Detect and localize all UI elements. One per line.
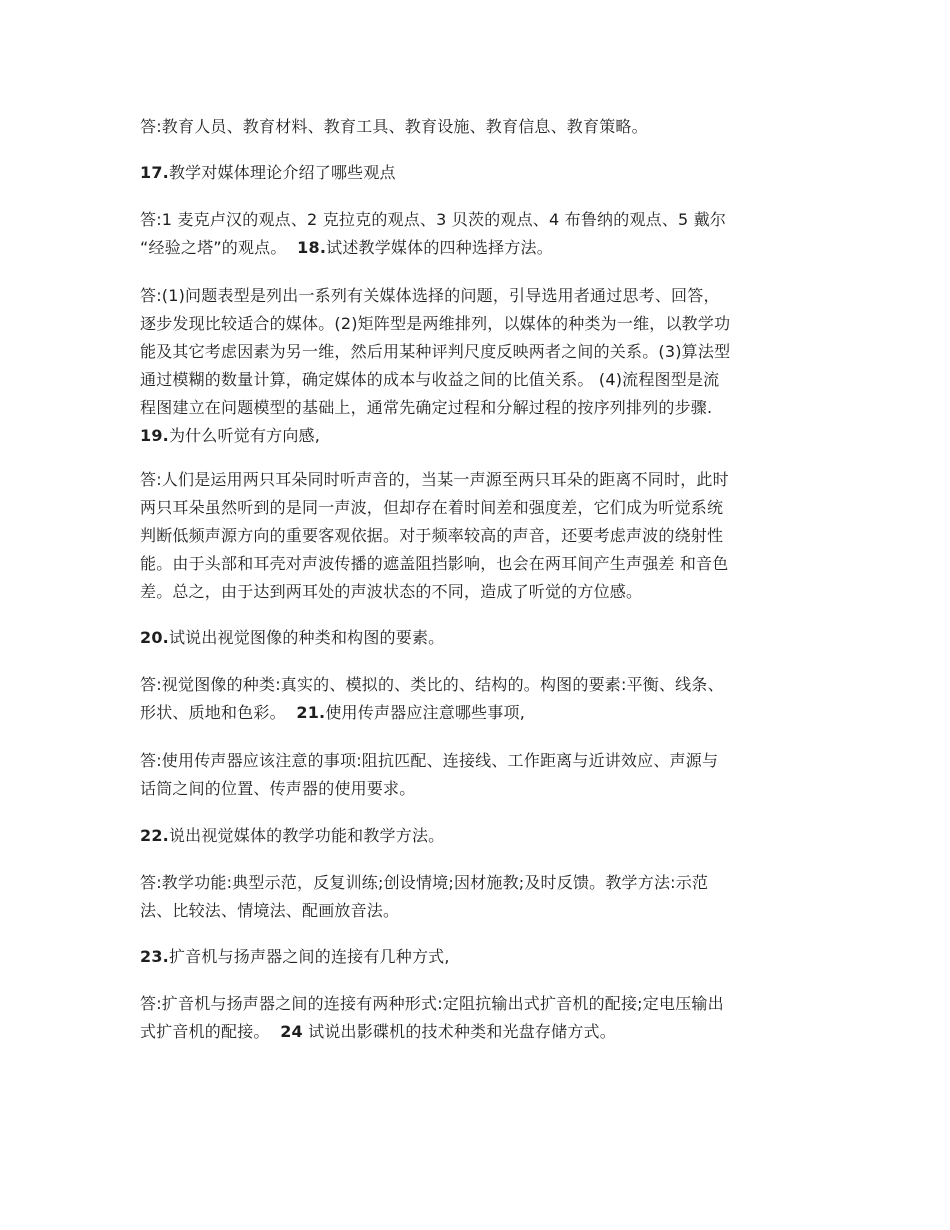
answer-22 (140, 869, 810, 925)
question-text: 试说出视觉图像的种类和构图的要素。 (168, 628, 445, 647)
question-text: 教学对媒体理论介绍了哪些观点 (168, 163, 396, 182)
answer-23 (140, 990, 810, 1046)
question-text: 扩音机与扬声器之间的连接有几种方式, (168, 947, 450, 966)
answer-line: 差。总之，由于达到两耳处的声波状态的不同，造成了听觉的方位感。 (140, 582, 643, 601)
answer-20 (140, 671, 810, 727)
question-number: 21. (296, 703, 326, 722)
answer-line: 逐步发现比较适合的媒体。(2)矩阵型是两维排列，以媒体的种类为一维，以教学功 (140, 314, 731, 333)
question-number: 22. (140, 826, 169, 845)
answer-line: “经验之塔”的观点。 (140, 238, 287, 257)
answer-line: 形状、质地和色彩。 (140, 703, 286, 722)
answer-21 (140, 747, 810, 803)
answer-line: 答:教学功能:典型示范，反复训练;创设情境;因材施教;及时反馈。教学方法:示范 (140, 873, 709, 892)
answer-17 (140, 206, 810, 262)
question-number: 19. (140, 426, 169, 445)
question-number: 18. (297, 238, 327, 257)
answer-line: 答:教育人员、教育材料、教育工具、教育设施、教育信息、教育策略。 (140, 117, 648, 136)
answer-line: 答:视觉图像的种类:真实的、模拟的、类比的、结构的。构图的要素:平衡、线条、 (140, 675, 724, 694)
question-text: 说出视觉媒体的教学功能和教学方法。 (168, 826, 445, 845)
answer-line: 答:1 麦克卢汉的观点、2 克拉克的观点、3 贝茨的观点、4 布鲁纳的观点、5 戴尔 (140, 210, 727, 229)
question-23 (140, 943, 810, 971)
answer-line: 判断低频声源方向的重要客观依据。对于频率较高的声音，还要考虑声波的绕射性 (140, 526, 724, 545)
question-22 (140, 822, 810, 850)
answer-line: 答:(1)问题表型是列出一系列有关媒体选择的问题，引导选用者通过思考、回答， (140, 286, 720, 305)
answer-line: 答:人们是运用两只耳朵同时听声音的，当某一声源至两只耳朵的距离不同时，此时 (140, 470, 729, 489)
question-text: 使用传声器应注意哪些事项, (325, 703, 526, 722)
answer-line: 答:扩音机与扬声器之间的连接有两种形式:定阻抗输出式扩音机的配接;定电压输出 (140, 994, 724, 1013)
answer-line: 两只耳朵虽然听到的是同一声波，但却存在着时间差和强度差，它们成为听觉系统 (140, 498, 724, 517)
question-text: 试说出影碟机的技术种类和光盘存储方式。 (302, 1022, 616, 1041)
question-20 (140, 624, 810, 652)
answer-19 (140, 466, 810, 606)
question-number: 20. (140, 628, 169, 647)
question-number: 23. (140, 947, 169, 966)
answer-16 (140, 113, 810, 141)
answer-line: 式扩音机的配接。 (140, 1022, 270, 1041)
question-number: 17. (140, 163, 169, 182)
answer-line: 能。由于头部和耳壳对声波传播的遮盖阻挡影响，也会在两耳间产生声强差 和音色 (140, 554, 729, 573)
answer-line: 答:使用传声器应该注意的事项:阻抗匹配、连接线、工作距离与近讲效应、声源与 (140, 751, 719, 770)
question-number: 24 (280, 1022, 303, 1041)
question-text: 为什么听觉有方向感, (168, 426, 321, 445)
answer-line: 通过模糊的数量计算，确定媒体的成本与收益之间的比值关系。 (4)流程图型是流 (140, 370, 720, 389)
answer-line: 话筒之间的位置、传声器的使用要求。 (140, 779, 416, 798)
answer-line: 能及其它考虑因素为另一维，然后用某种评判尺度反映两者之间的关系。(3)算法型 (140, 342, 731, 361)
answer-line: 法、比较法、情境法、配画放音法。 (140, 901, 400, 920)
answer-line: 程图建立在问题模型的基础上，通常先确定过程和分解过程的按序列排列的步骤. (140, 398, 713, 417)
answer-18 (140, 282, 810, 450)
question-17 (140, 159, 810, 187)
question-text: 试述教学媒体的四种选择方法。 (326, 238, 553, 257)
